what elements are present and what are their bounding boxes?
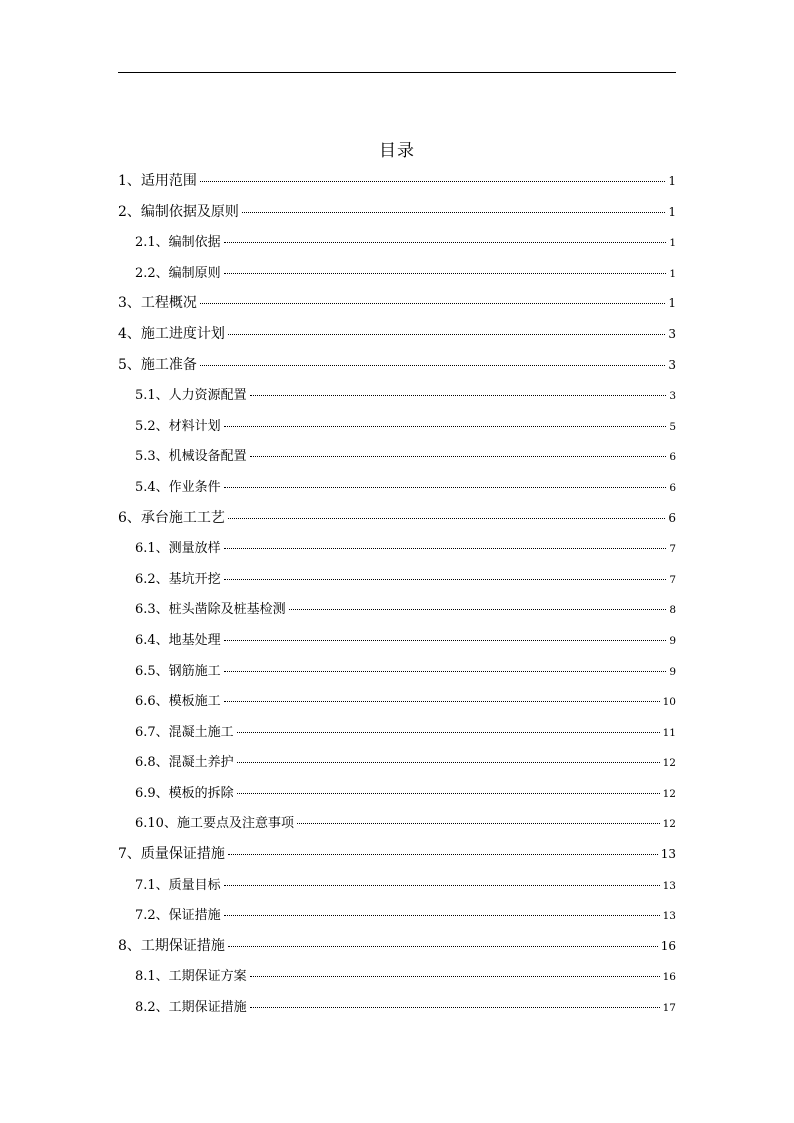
toc-entry-subsection[interactable]: [118, 904, 676, 935]
toc-dot-leader: [224, 242, 667, 243]
toc-dot-leader: [224, 487, 667, 488]
toc-dot-leader: [224, 548, 667, 549]
toc-entry-label: 2.2、编制原则: [135, 265, 221, 281]
toc-entry-subsection[interactable]: [118, 476, 676, 507]
toc-page-number: 6: [669, 481, 676, 494]
toc-entry-label: 6.4、地基处理: [135, 632, 221, 648]
toc-entry-section[interactable]: [118, 354, 676, 385]
toc-dot-leader: [237, 793, 660, 794]
toc-entry-label: 6.9、模板的拆除: [135, 785, 234, 801]
toc-entry-label: 2.1、编制依据: [135, 235, 221, 251]
toc-page-number: 6: [668, 510, 676, 525]
toc-dot-leader: [200, 181, 665, 182]
toc-entry-label: 6.7、混凝土施工: [135, 724, 234, 740]
toc-entry-label: 3、工程概况: [118, 295, 197, 312]
toc-entry-subsection[interactable]: [118, 721, 676, 752]
toc-entry-label: 6.6、模板施工: [135, 694, 221, 710]
toc-dot-leader: [200, 365, 665, 366]
toc-page-number: 1: [669, 237, 676, 250]
toc-dot-leader: [228, 334, 665, 335]
toc-page-number: 12: [662, 818, 676, 831]
toc-entry-subsection[interactable]: [118, 384, 676, 415]
toc-dot-leader: [250, 395, 667, 396]
toc-entry-label: 7.2、保证措施: [135, 908, 221, 924]
toc-entry-label: 7.1、质量目标: [135, 877, 221, 893]
toc-entry-section[interactable]: [118, 935, 676, 966]
toc-dot-leader: [242, 212, 665, 213]
toc-entry-label: 6.3、桩头凿除及桩基检测: [135, 602, 286, 618]
toc-page-number: 3: [669, 390, 676, 403]
toc-entry-subsection[interactable]: [118, 751, 676, 782]
toc-page-number: 17: [662, 1002, 676, 1015]
toc-entry-label: 2、编制依据及原则: [118, 203, 239, 220]
toc-page-number: 6: [669, 451, 676, 464]
toc-entry-subsection[interactable]: [118, 262, 676, 293]
toc-entry-label: 4、施工进度计划: [118, 325, 225, 342]
toc-entry-subsection[interactable]: [118, 690, 676, 721]
toc-page-number: 7: [669, 543, 676, 556]
toc-entry-section[interactable]: [118, 292, 676, 323]
toc-dot-leader: [237, 732, 660, 733]
toc-entry-label: 5、施工准备: [118, 356, 197, 373]
toc-entry-section[interactable]: [118, 323, 676, 354]
toc-entry-label: 6、承台施工工艺: [118, 509, 225, 526]
toc-dot-leader: [228, 854, 658, 855]
toc-entry-subsection[interactable]: [118, 537, 676, 568]
toc-entry-subsection[interactable]: [118, 629, 676, 660]
toc-dot-leader: [224, 915, 660, 916]
toc-entry-label: 6.5、钢筋施工: [135, 663, 221, 679]
toc-entry-label: 1、适用范围: [118, 173, 197, 189]
toc-entry-subsection[interactable]: [118, 445, 676, 476]
toc-entry-label: 6.10、施工要点及注意事项: [135, 816, 294, 832]
toc-entry-subsection[interactable]: [118, 812, 676, 843]
toc-entry-subsection[interactable]: [118, 415, 676, 446]
toc-entry-section[interactable]: [118, 170, 676, 201]
page-title: 目录: [379, 141, 415, 161]
toc-page-number: 7: [669, 573, 676, 586]
toc-entry-subsection[interactable]: [118, 231, 676, 262]
toc-entry-label: 5.3、机械设备配置: [135, 449, 247, 465]
toc-entry-label: 8.1、工期保证方案: [135, 969, 247, 985]
toc-dot-leader: [224, 426, 667, 427]
toc-entry-section[interactable]: [118, 507, 676, 538]
toc-entry-label: 5.1、人力资源配置: [135, 388, 247, 404]
toc-page-number: 5: [669, 420, 676, 433]
toc-dot-leader: [250, 1007, 660, 1008]
toc-dot-leader: [224, 885, 660, 886]
toc-entry-label: 5.4、作业条件: [135, 479, 221, 495]
toc-entry-subsection[interactable]: [118, 660, 676, 691]
toc-page-number: 13: [660, 847, 676, 862]
toc-page-number: 3: [668, 326, 676, 341]
header-rule: [118, 72, 676, 73]
toc-page-number: 12: [662, 787, 676, 800]
toc-page-number: 8: [669, 604, 676, 617]
toc-page-number: 3: [668, 357, 676, 372]
toc-entry-subsection[interactable]: [118, 568, 676, 599]
toc-page-number: 1: [669, 267, 676, 280]
table-of-contents: [118, 170, 676, 1027]
toc-dot-leader: [224, 640, 667, 641]
toc-dot-leader: [224, 273, 667, 274]
toc-entry-label: 8、工期保证措施: [118, 937, 225, 954]
toc-entry-label: 6.1、测量放样: [135, 541, 221, 557]
toc-entry-section[interactable]: [118, 843, 676, 874]
toc-entry-label: 6.2、基坑开挖: [135, 571, 221, 587]
toc-entry-section[interactable]: [118, 201, 676, 232]
toc-page-number: 10: [662, 696, 676, 709]
toc-dot-leader: [228, 518, 665, 519]
toc-page-number: 16: [662, 971, 676, 984]
toc-entry-subsection[interactable]: [118, 598, 676, 629]
toc-dot-leader: [289, 609, 667, 610]
toc-entry-subsection[interactable]: [118, 874, 676, 905]
toc-entry-label: 7、质量保证措施: [118, 846, 225, 863]
toc-entry-subsection[interactable]: [118, 996, 676, 1027]
toc-page-number: 12: [662, 757, 676, 770]
toc-page-number: 16: [660, 938, 676, 953]
toc-page-number: 1: [668, 296, 676, 311]
toc-page-number: 9: [669, 665, 676, 678]
toc-dot-leader: [200, 303, 665, 304]
toc-page-number: 13: [662, 910, 676, 923]
toc-entry-label: 8.2、工期保证措施: [135, 1000, 247, 1016]
toc-entry-label: 6.8、混凝土养护: [135, 755, 234, 771]
toc-page-number: 1: [668, 174, 676, 188]
toc-entry-subsection[interactable]: [118, 782, 676, 813]
toc-dot-leader: [250, 456, 667, 457]
toc-page-number: 9: [669, 634, 676, 647]
toc-dot-leader: [228, 946, 658, 947]
toc-dot-leader: [297, 823, 660, 824]
toc-dot-leader: [250, 976, 660, 977]
toc-dot-leader: [224, 701, 660, 702]
toc-entry-subsection[interactable]: [118, 965, 676, 996]
toc-entry-label: 5.2、材料计划: [135, 418, 221, 434]
toc-dot-leader: [237, 762, 660, 763]
toc-page-number: 1: [668, 204, 676, 219]
toc-dot-leader: [224, 579, 667, 580]
toc-page-number: 13: [662, 879, 676, 892]
toc-dot-leader: [224, 671, 667, 672]
toc-page-number: 11: [662, 726, 676, 739]
